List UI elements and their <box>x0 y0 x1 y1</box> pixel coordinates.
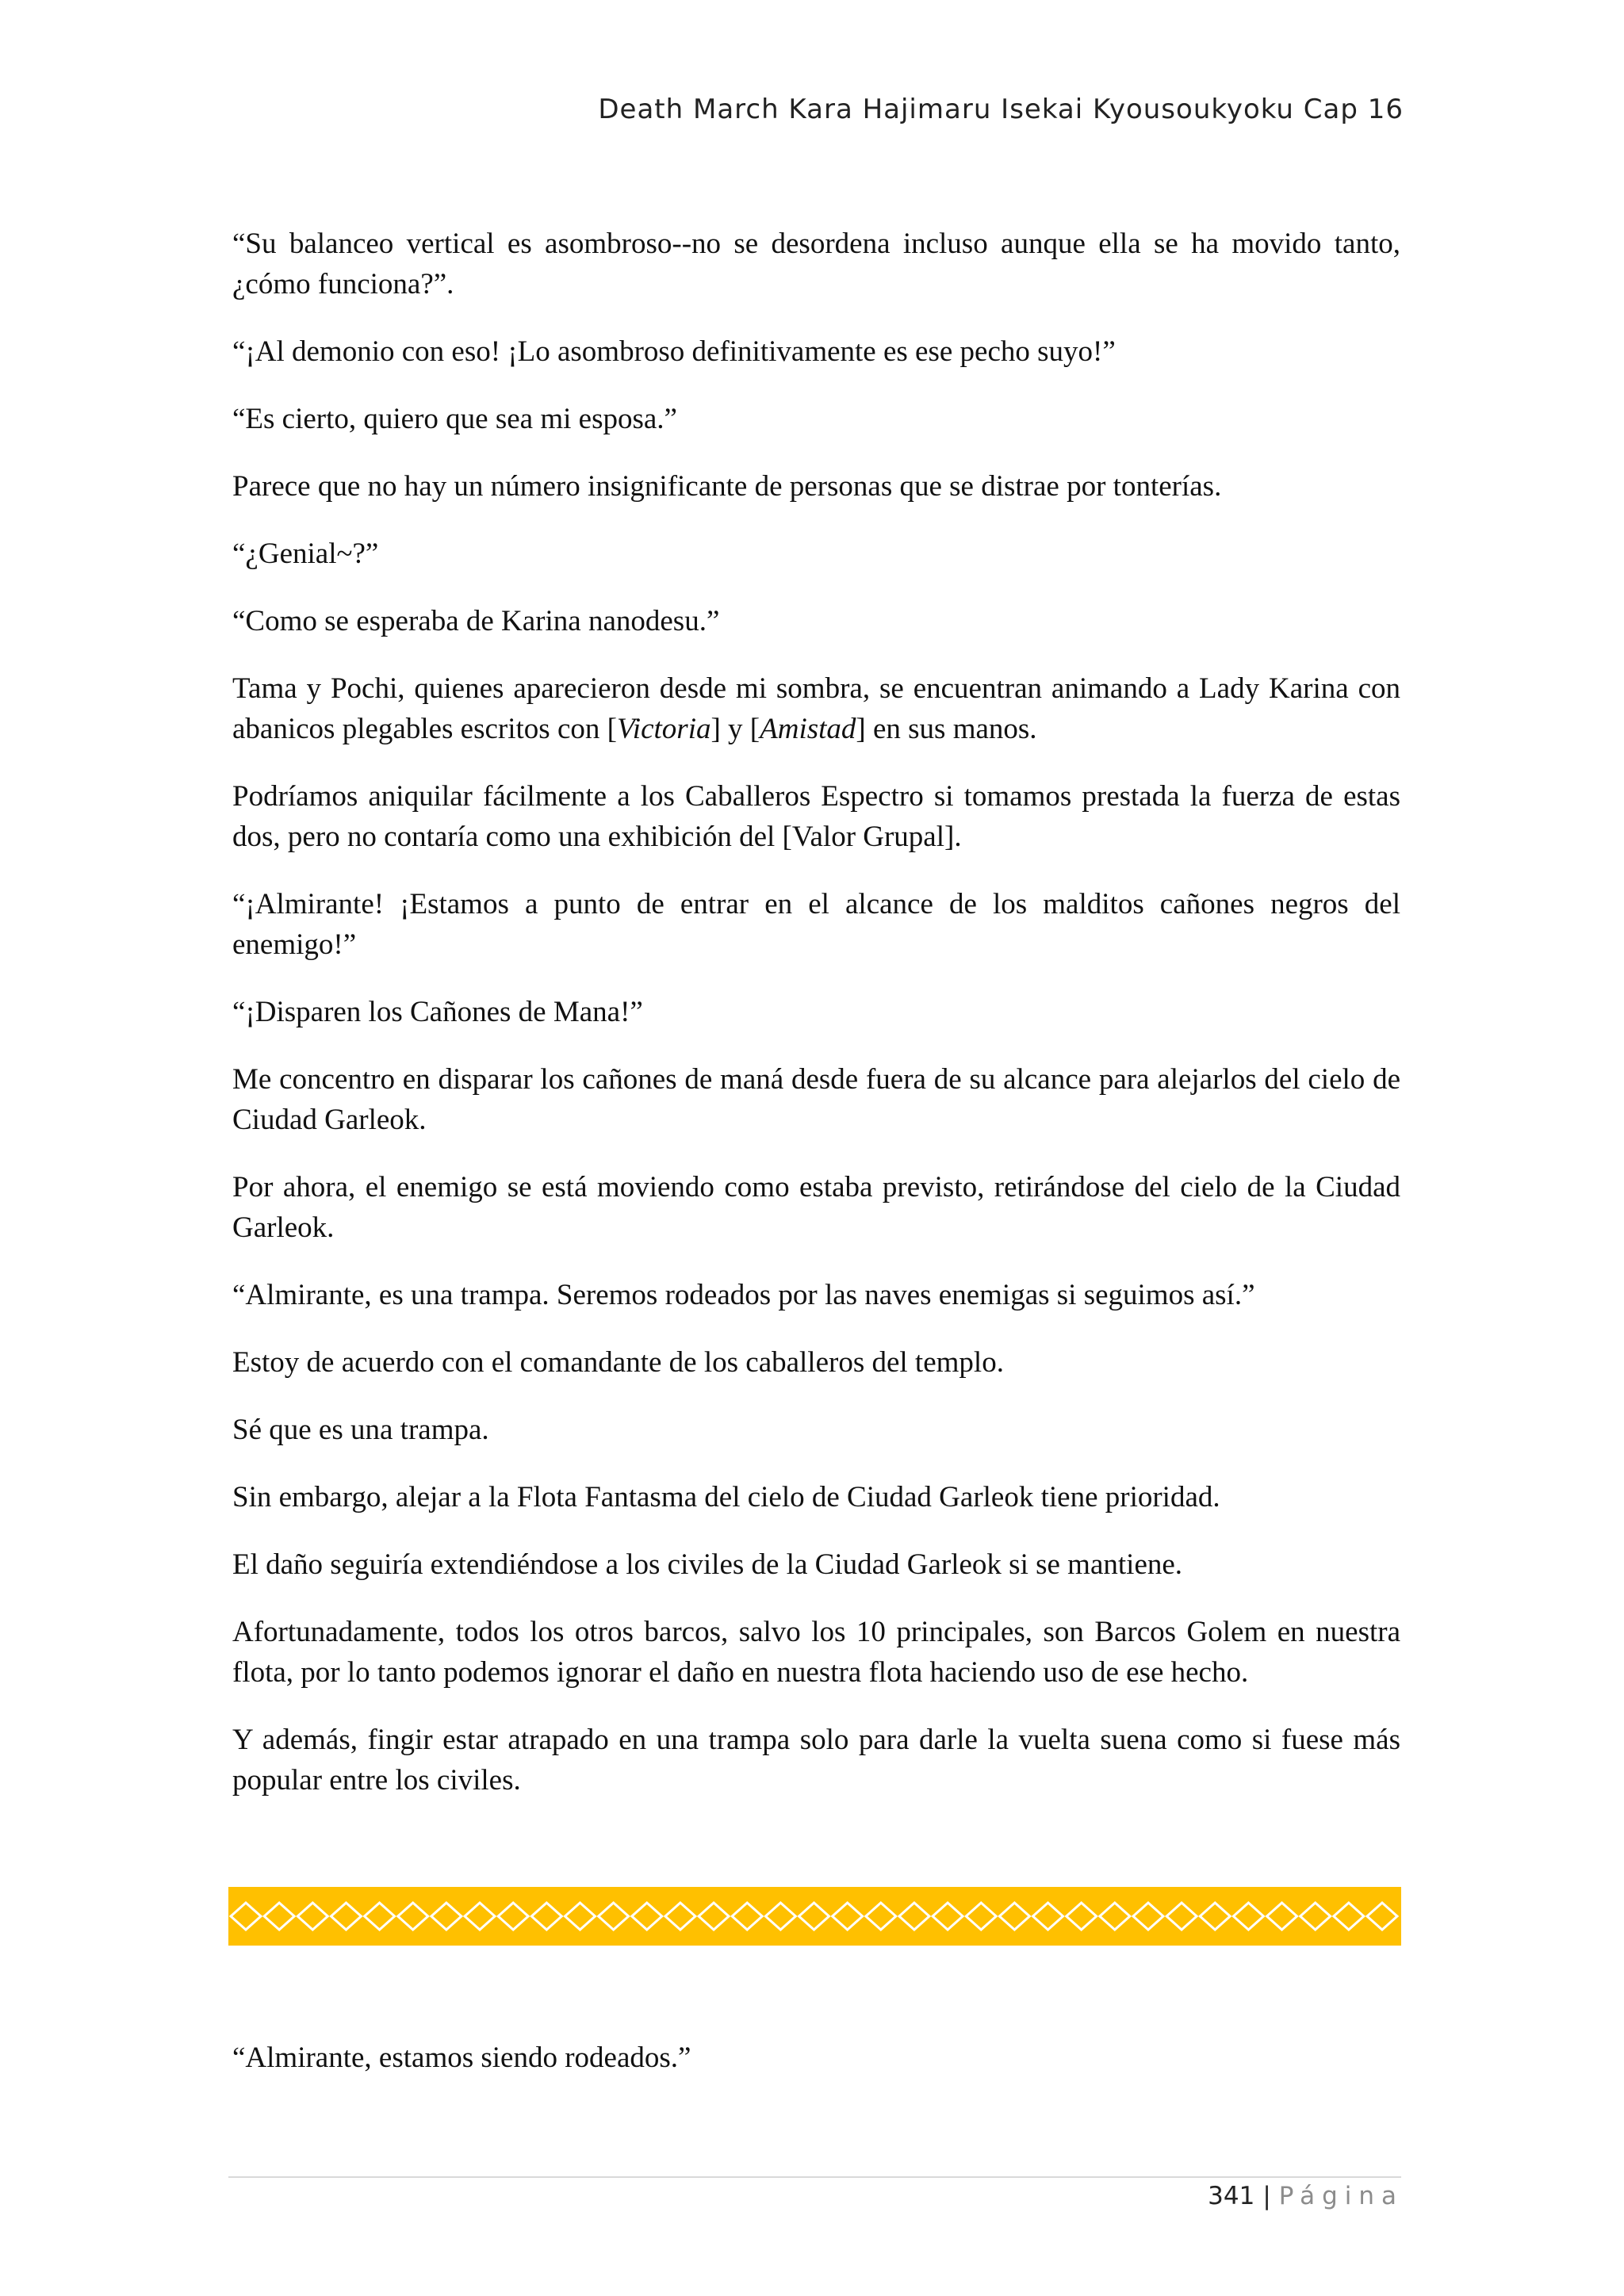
diamond-glyph <box>431 1903 462 1930</box>
diamond-glyph <box>1133 1903 1163 1930</box>
diamond-glyph <box>1166 1903 1197 1930</box>
diamond-glyph <box>765 1903 795 1930</box>
running-header: Death March Kara Hajimaru Isekai Kyousoukyoku Cap 16 <box>598 94 1404 125</box>
diamond-pattern <box>228 1887 1401 1946</box>
paragraph: Sé que es una trampa. <box>232 1414 489 1446</box>
diamond-glyph <box>297 1903 327 1930</box>
diamond-glyph <box>632 1903 662 1930</box>
paragraph: Estoy de acuerdo con el comandante de los caballeros del templo. <box>232 1346 1004 1379</box>
diamond-glyph <box>565 1903 595 1930</box>
paragraph: “¡Al demonio con eso! ¡Lo asombroso definitivamente es ese pecho suyo!” <box>232 335 1116 368</box>
diamond-glyph <box>264 1903 294 1930</box>
emphasis-amistad: Amistad <box>760 713 856 745</box>
diamond-glyph <box>899 1903 929 1930</box>
diamond-glyph <box>465 1903 495 1930</box>
page-footer <box>1208 2182 1404 2210</box>
paragraph: “Su balanceo vertical es asombroso--no se desordena incluso aunque ella se ha movido tanto, ¿cómo funciona?”. <box>232 228 1400 300</box>
diamond-glyph <box>365 1903 395 1930</box>
paragraph: Por ahora, el enemigo se está moviendo como estaba previsto, retirándose del cielo de la Ciudad Garleok. <box>232 1171 1400 1244</box>
footer-rule <box>228 2176 1401 2178</box>
emphasis-victoria: Victoria <box>616 713 711 745</box>
diamond-glyph <box>231 1903 261 1930</box>
paragraph: “Almirante, es una trampa. Seremos rodeados por las naves enemigas si seguimos así.” <box>232 1279 1255 1311</box>
paragraph: “Es cierto, quiero que sea mi esposa.” <box>232 403 677 435</box>
paragraph: “¡Disparen los Cañones de Mana!” <box>232 996 643 1028</box>
paragraph: “¡Almirante! ¡Estamos a punto de entrar en el alcance de los malditos cañones negros del enemigo!” <box>232 888 1400 961</box>
diamond-glyph <box>1033 1903 1063 1930</box>
paragraph: Afortunadamente, todos los otros barcos, salvo los 10 principales, son Barcos Golem en nuestra flota, por lo tanto podemos ignorar el daño en nuestra flota haciendo uso de ese hecho. <box>232 1616 1400 1689</box>
scene-break-divider <box>228 1887 1401 1946</box>
diamond-glyph <box>498 1903 528 1930</box>
diamond-glyph <box>966 1903 996 1930</box>
paragraph-segment: Tama y Pochi, quienes aparecieron desde mi sombra, se encuentran animando a Lady Karina con abanicos plegables escritos con [ <box>232 672 1400 745</box>
diamond-glyph <box>1334 1903 1364 1930</box>
paragraph: Me concentro en disparar los cañones de maná desde fuera de su alcance para alejarlos del cielo de Ciudad Garleok. <box>232 1063 1400 1136</box>
diamond-glyph <box>732 1903 762 1930</box>
paragraph: Parece que no hay un número insignificante de personas que se distrae por tonterías. <box>232 470 1222 503</box>
paragraph: Podríamos aniquilar fácilmente a los Caballeros Espectro si tomamos prestada la fuerza de estas dos, pero no contaría como una exhibición del [Valor Grupal]. <box>232 780 1400 853</box>
body-text <box>232 224 1400 1827</box>
diamond-glyph <box>1067 1903 1097 1930</box>
diamond-glyph <box>866 1903 896 1930</box>
diamond-glyph <box>999 1903 1029 1930</box>
diamond-glyph <box>933 1903 963 1930</box>
diamond-glyph <box>1267 1903 1297 1930</box>
paragraph: “¿Genial~?” <box>232 538 379 570</box>
diamond-glyph <box>331 1903 361 1930</box>
paragraph: Y además, fingir estar atrapado en una trampa solo para darle la vuelta suena como si fuese más popular entre los civiles. <box>232 1724 1400 1797</box>
diamond-glyph <box>1200 1903 1230 1930</box>
paragraph-segment: ] y [ <box>710 713 760 745</box>
diamond-glyph <box>1100 1903 1130 1930</box>
paragraph: “Como se esperaba de Karina nanodesu.” <box>232 605 720 637</box>
paragraph: Sin embargo, alejar a la Flota Fantasma del cielo de Ciudad Garleok tiene prioridad. <box>232 1481 1220 1513</box>
diamond-glyph <box>398 1903 428 1930</box>
page-number: 341 <box>1208 2182 1255 2210</box>
page-label: Página <box>1278 2182 1404 2210</box>
diamond-glyph <box>531 1903 561 1930</box>
diamond-glyph <box>1367 1903 1397 1930</box>
diamond-glyph <box>699 1903 729 1930</box>
paragraph-after-divider: “Almirante, estamos siendo rodeados.” <box>232 2042 691 2074</box>
diamond-glyph <box>833 1903 863 1930</box>
paragraph-with-emphasis <box>232 668 1400 749</box>
diamond-glyph <box>1300 1903 1331 1930</box>
diamond-glyph <box>599 1903 629 1930</box>
diamond-glyph <box>665 1903 695 1930</box>
diamond-glyph <box>1233 1903 1263 1930</box>
footer-separator: | <box>1262 2182 1271 2210</box>
diamond-glyph <box>799 1903 829 1930</box>
paragraph-segment: ] en sus manos. <box>856 713 1037 745</box>
paragraph: El daño seguiría extendiéndose a los civiles de la Ciudad Garleok si se mantiene. <box>232 1548 1183 1581</box>
